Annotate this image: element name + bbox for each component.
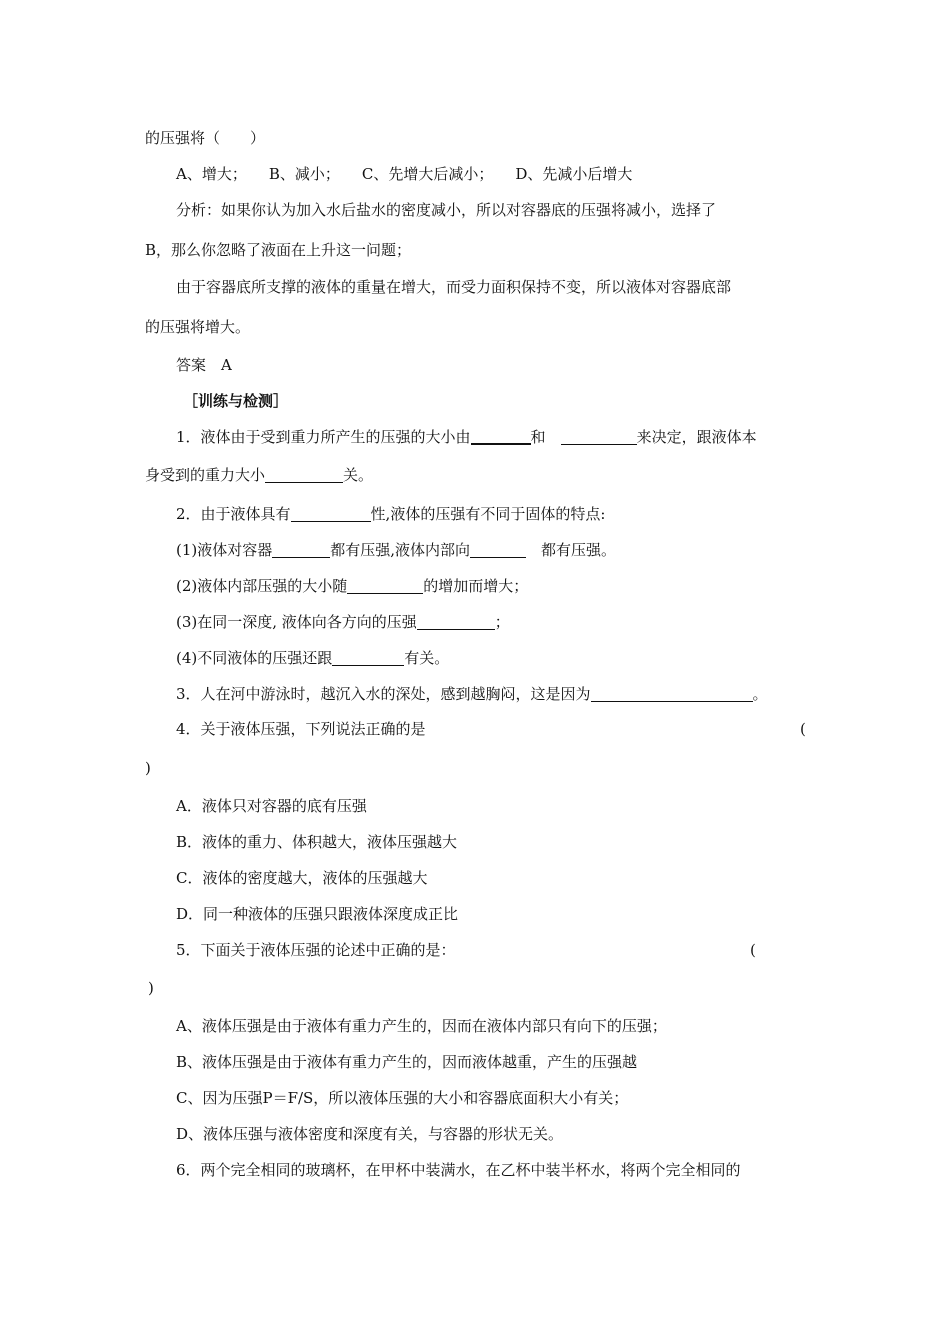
blank[interactable] — [417, 615, 495, 630]
question-4: 4．关于液体压强，下列说法正确的是 — [176, 720, 426, 738]
option-d: D、先减小后增大 — [515, 165, 633, 183]
question-4-option-d: D．同一种液体的压强只跟液体深度成正比 — [176, 905, 459, 923]
question-3: 3．人在河中游泳时，越沉入水的深处，感到越胸闷，这是因为 。 — [176, 685, 768, 703]
question-5-option-d: D、液体压强与液体密度和深度有关，与容器的形状无关。 — [176, 1125, 564, 1143]
answer-paren-close: ) — [145, 759, 151, 777]
analysis-line-2: B，那么你忽略了液面在上升这一问题； — [145, 241, 412, 259]
question-2-item-1: (1)液体对容器 都有压强,液体内部向 都有压强。 — [176, 541, 617, 559]
blank[interactable] — [470, 543, 526, 558]
blank[interactable] — [332, 651, 404, 666]
option-a: A、增大； — [176, 165, 247, 183]
section-title: ［训练与检测］ — [183, 392, 289, 410]
question-5-option-c: C、因为压强P＝F/S，所以液体压强的大小和容器底面积大小有关； — [176, 1089, 629, 1107]
question-4-option-b: B．液体的重力、体积越大，液体压强越大 — [176, 833, 458, 851]
question-2-item-2: (2)液体内部压强的大小随 的增加而增大； — [176, 577, 529, 595]
options-row — [176, 164, 632, 184]
question-4-option-a: A．液体只对容器的底有压强 — [176, 797, 367, 815]
blank[interactable] — [272, 543, 330, 558]
analysis-line-3: 由于容器底所支撑的液体的重量在增大，而受力面积保持不变，所以液体对容器底部 — [176, 278, 732, 296]
analysis-line-4: 的压强将增大。 — [145, 318, 251, 336]
question-2: 2．由于液体具有 性,液体的压强有不同于固体的特点: — [176, 505, 606, 523]
question-4-option-c: C．液体的密度越大，液体的压强越大 — [176, 869, 428, 887]
answer-paren-close: ) — [148, 979, 154, 997]
option-c: C、先增大后减小； — [361, 165, 494, 183]
blank[interactable] — [265, 468, 343, 483]
analysis-line-1: 分析：如果你认为加入水后盐水的密度减小，所以对容器底的压强将减小，选择了 — [176, 201, 717, 219]
answer-line: 答案 A — [176, 356, 232, 374]
question-1-line-2: 身受到的重力大小 关。 — [145, 466, 374, 484]
question-1-line-1: 1．液体由于受到重力所产生的压强的大小由 和 来决定，跟液体本 — [176, 428, 757, 446]
answer-paren-open: ( — [800, 720, 806, 738]
question-6: 6．两个完全相同的玻璃杯，在甲杯中装满水，在乙杯中装半杯水，将两个完全相同的 — [176, 1161, 741, 1179]
question-tail: 的压强将（ ） — [145, 129, 266, 147]
blank[interactable] — [291, 507, 371, 522]
blank[interactable] — [591, 687, 753, 702]
blank[interactable] — [561, 430, 637, 445]
question-2-item-3: (3)在同一深度, 液体向各方向的压强 ； — [176, 613, 510, 631]
answer-paren-open: ( — [750, 941, 756, 959]
blank[interactable] — [471, 429, 531, 445]
question-2-item-4: (4)不同液体的压强还跟 有关。 — [176, 649, 450, 667]
option-b: B、减小； — [268, 165, 340, 183]
blank[interactable] — [347, 579, 423, 594]
question-5-option-b: B、液体压强是由于液体有重力产生的，因而液体越重，产生的压强越 — [176, 1053, 638, 1071]
question-5-option-a: A、液体压强是由于液体有重力产生的，因而在液体内部只有向下的压强； — [176, 1017, 667, 1035]
question-5: 5．下面关于液体压强的论述中正确的是： — [176, 941, 456, 959]
